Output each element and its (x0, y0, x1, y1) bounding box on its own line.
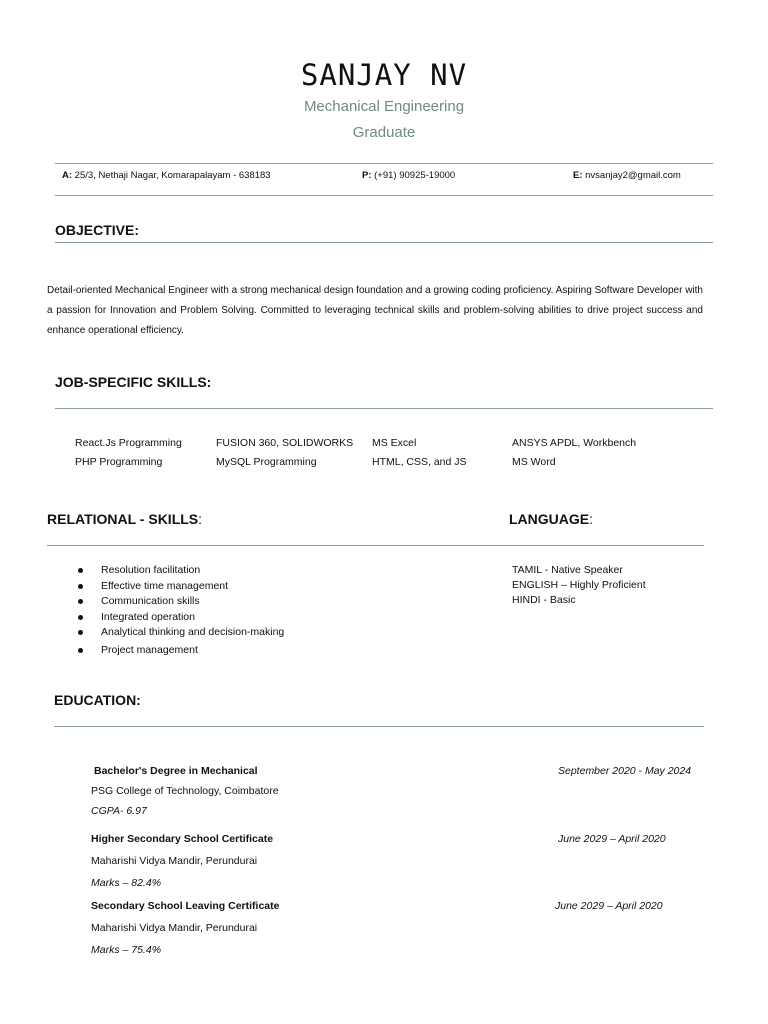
education-entry-institution: Maharishi Vidya Mandir, Perundurai (91, 922, 258, 934)
bullet-icon (78, 599, 83, 604)
language-list (512, 563, 646, 608)
relational-skills-heading-colon: : (198, 511, 203, 527)
contact-phone (362, 170, 455, 181)
job-skill-item: HTML, CSS, and JS (372, 456, 467, 468)
education-entry-date: September 2020 - May 2024 (558, 765, 692, 777)
job-skill-item: FUSION 360, SOLIDWORKS (216, 437, 354, 449)
list-item (78, 641, 284, 660)
education-heading: EDUCATION: (54, 692, 141, 708)
address-label: A: (62, 170, 73, 181)
bullet-icon (78, 568, 83, 573)
job-skill-item: PHP Programming (75, 456, 163, 468)
email-value: nvsanjay2@gmail.com (585, 170, 681, 181)
relational-skill-text: Project management (101, 643, 198, 656)
relational-skill-text: Analytical thinking and decision-making (101, 626, 285, 638)
contact-top-divider (55, 163, 713, 164)
language-heading (509, 511, 593, 527)
education-entry-title: Higher Secondary School Certificate (91, 833, 274, 845)
phone-value: (+91) 90925-19000 (374, 170, 456, 181)
list-item (78, 625, 284, 641)
bullet-icon (78, 584, 83, 589)
job-skill-item: MS Word (512, 456, 556, 468)
job-skill-item: ANSYS APDL, Workbench (512, 437, 637, 449)
relational-skill-text: Communication skills (101, 595, 200, 607)
resume-name: SANJAY NV (300, 58, 468, 92)
job-skill-item: React.Js Programming (75, 437, 182, 449)
job-skill-item: MySQL Programming (216, 456, 317, 468)
bullet-icon (78, 648, 83, 653)
education-entry-institution: Maharishi Vidya Mandir, Perundurai (91, 855, 258, 867)
education-entry-score: Marks – 75.4% (91, 944, 162, 956)
list-item (78, 594, 284, 610)
bullet-icon (78, 615, 83, 620)
relational-skills-heading-text: RELATIONAL - SKILLS (47, 511, 199, 527)
language-item: HINDI - Basic (512, 594, 576, 606)
relational-skill-text: Integrated operation (101, 610, 195, 623)
language-heading-colon: : (589, 511, 594, 527)
contact-address (62, 170, 271, 181)
list-item (78, 579, 284, 595)
education-divider (54, 726, 704, 727)
email-label: E: (573, 170, 583, 181)
education-entry-date: June 2029 – April 2020 (558, 833, 666, 845)
address-value: 25/3, Nethaji Nagar, Komarapalayam - 638183 (74, 170, 271, 181)
objective-text: Detail-oriented Mechanical Engineer with a strong mechanical design foundation and a growing coding proficiency. Aspiring Software Developer with a passion for Innovation and Problem Solving. Committed to leveraging technical skills and problem-solving abilities to drive project success and enhance operational efficiency. (47, 285, 703, 336)
relational-skills-heading (47, 511, 202, 527)
education-entry-title: Bachelor's Degree in Mechanical (94, 765, 258, 777)
education-entry-title: Secondary School Leaving Certificate (91, 900, 280, 912)
language-item: ENGLISH – Highly Proficient (512, 579, 646, 591)
contact-email (573, 170, 681, 181)
education-entry-score: CGPA- 6.97 (91, 805, 147, 817)
language-item: TAMIL - Native Speaker (512, 564, 623, 576)
job-skill-item: MS Excel (372, 437, 417, 449)
relational-skills-list (78, 563, 284, 660)
education-entry-date: June 2029 – April 2020 (555, 900, 663, 912)
bullet-icon (78, 630, 83, 635)
objective-heading: OBJECTIVE: (55, 222, 140, 238)
contact-bottom-divider (55, 195, 713, 196)
list-item (78, 610, 284, 626)
resume-title-line1: Mechanical Engineering (303, 98, 465, 115)
objective-divider (55, 242, 713, 243)
education-entry-score: Marks – 82.4% (91, 877, 162, 889)
job-skills-divider (55, 408, 713, 409)
language-heading-text: LANGUAGE (509, 511, 590, 527)
phone-label: P: (362, 170, 372, 181)
relational-skills-divider (47, 545, 704, 546)
job-skills-heading: JOB-SPECIFIC SKILLS: (55, 374, 212, 390)
relational-skill-text: Resolution facilitation (101, 564, 201, 576)
relational-skill-text: Effective time management (101, 579, 229, 592)
list-item (78, 563, 284, 579)
education-entry-institution: PSG College of Technology, Coimbatore (91, 785, 279, 797)
resume-title-line2: Graduate (352, 124, 416, 141)
